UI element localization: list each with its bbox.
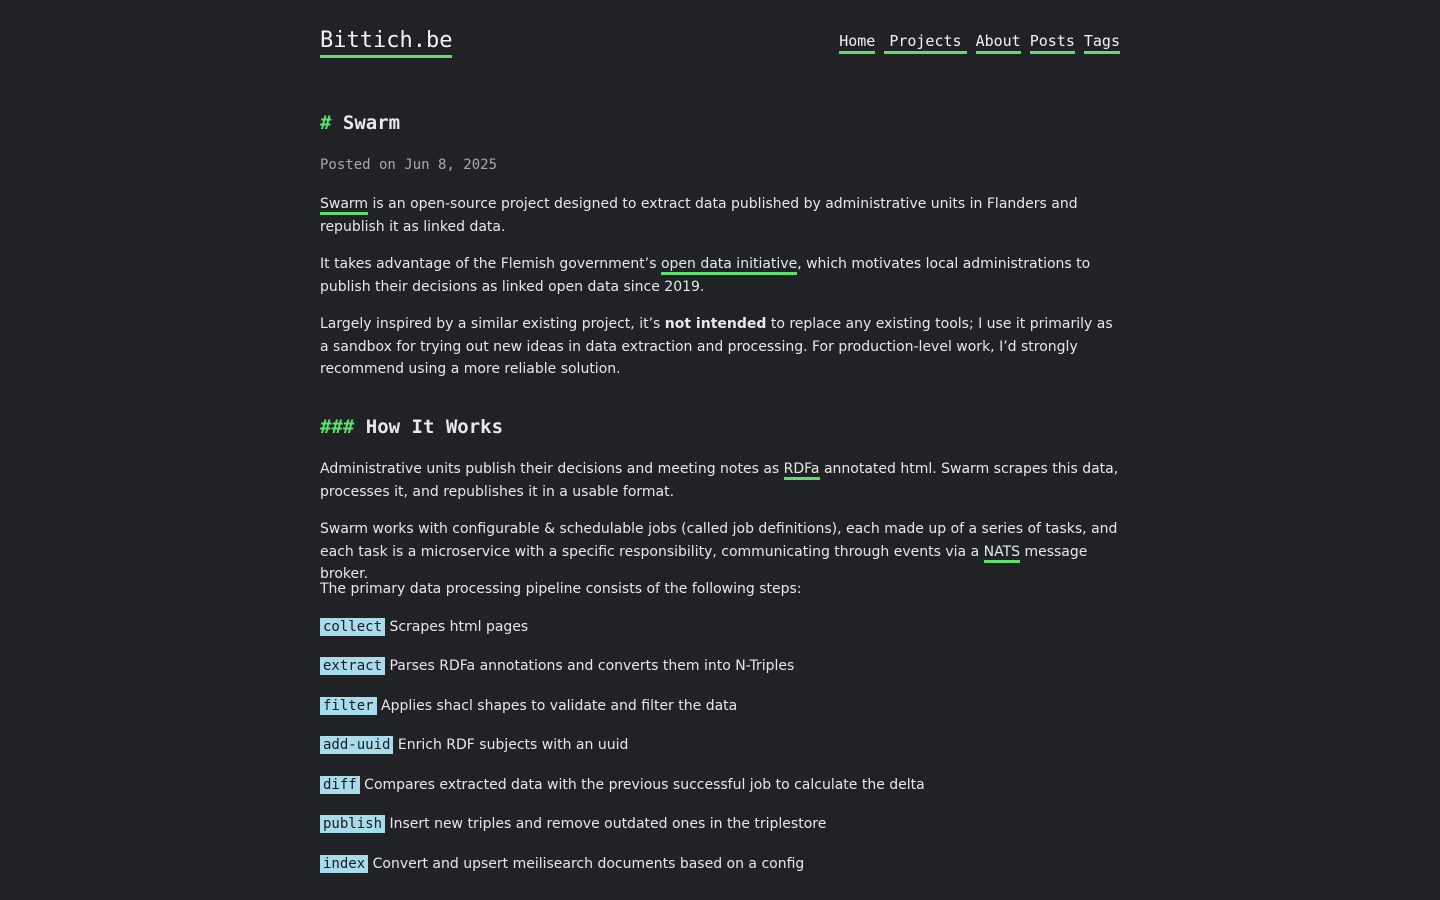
paragraph-rdfa-after: annotated html. Swarm scrapes this data, processes it, and republishes it in a usable format. [320, 461, 1119, 500]
nav-posts[interactable]: Posts [1030, 32, 1075, 54]
step-desc: Parses RDFa annotations and converts them into N-Triples [385, 658, 795, 674]
site-brand-link[interactable]: Bittich.be [320, 26, 452, 58]
paragraph-jobs [320, 518, 1120, 586]
title-text: Swarm [342, 112, 401, 134]
post-title [320, 112, 400, 134]
step-code: filter [320, 697, 377, 715]
pipeline-step [320, 854, 1120, 874]
section-title: How It Works [365, 416, 504, 438]
step-code: diff [320, 776, 360, 794]
paragraph-open-data-after: , which motivates local administrations to publish their decisions as linked open data since 2019. [320, 256, 1091, 295]
step-code: publish [320, 815, 385, 833]
step-desc: Insert new triples and remove outdated ones in the triplestore [385, 816, 827, 832]
step-code: extract [320, 657, 385, 675]
nats-link[interactable]: NATS [984, 544, 1020, 563]
nav-tags[interactable]: Tags [1084, 32, 1120, 54]
paragraph-disclaimer-after: to replace any existing tools; I use it primarily as a sandbox for trying out new ideas in data extraction and processing. For production-level work, I’d strongly recommend using a more reliable solution. [320, 316, 1113, 377]
step-desc: Convert and upsert meilisearch documents based on a config [368, 856, 805, 872]
title-hash: # [320, 112, 332, 134]
paragraph-pipeline: The primary data processing pipeline consists of the following steps: [320, 581, 802, 597]
step-code: index [320, 855, 368, 873]
pipeline-step [320, 617, 1120, 637]
paragraph-open-data-before: It takes advantage of the Flemish government’s [320, 256, 661, 272]
paragraph-disclaimer [320, 313, 1120, 381]
step-code: add-uuid [320, 736, 393, 754]
nav-about[interactable]: About [976, 32, 1021, 54]
rdfa-link[interactable]: RDFa [784, 461, 820, 480]
open-data-initiative-link[interactable]: open data initiative [661, 256, 797, 275]
step-desc: Applies shacl shapes to validate and filter the data [376, 698, 738, 714]
step-desc: Enrich RDF subjects with an uuid [393, 737, 629, 753]
main-nav [839, 32, 1120, 54]
pipeline-step [320, 775, 1120, 795]
step-code: collect [320, 618, 385, 636]
site-header [320, 0, 1120, 100]
section-heading-how-it-works [320, 416, 503, 438]
step-desc: Compares extracted data with the previous successful job to calculate the delta [359, 777, 925, 793]
pipeline-step [320, 814, 1120, 834]
paragraph-jobs-after: message broker. [320, 543, 1088, 582]
pipeline-step [320, 696, 1120, 716]
nav-home[interactable]: Home [839, 32, 875, 54]
pipeline-step [320, 735, 1120, 755]
paragraph-intro [320, 193, 1120, 238]
nav-projects[interactable]: Projects [884, 32, 966, 54]
paragraph-intro-text: is an open-source project designed to extract data published by administrative units in Flanders and republish it as linked data. [320, 196, 1078, 235]
step-desc: Scrapes html pages [385, 619, 529, 635]
post-date: Posted on Jun 8, 2025 [320, 157, 498, 173]
page-container [320, 0, 1120, 872]
paragraph-rdfa-before: Administrative units publish their decisions and meeting notes as [320, 461, 784, 477]
paragraph-jobs-before: Swarm works with configurable & schedulable jobs (called job definitions), each made up of a series of tasks, and each task is a microservice with a specific responsibility, communicating through events via a [320, 521, 1118, 560]
paragraph-disclaimer-before: Largely inspired by a similar existing project, it’s [320, 316, 665, 332]
paragraph-rdfa [320, 458, 1120, 503]
pipeline-step [320, 656, 1120, 676]
not-intended-bold: not intended [664, 316, 767, 332]
swarm-link[interactable]: Swarm [320, 196, 368, 215]
paragraph-open-data [320, 253, 1120, 298]
section-hash: ### [320, 416, 355, 438]
